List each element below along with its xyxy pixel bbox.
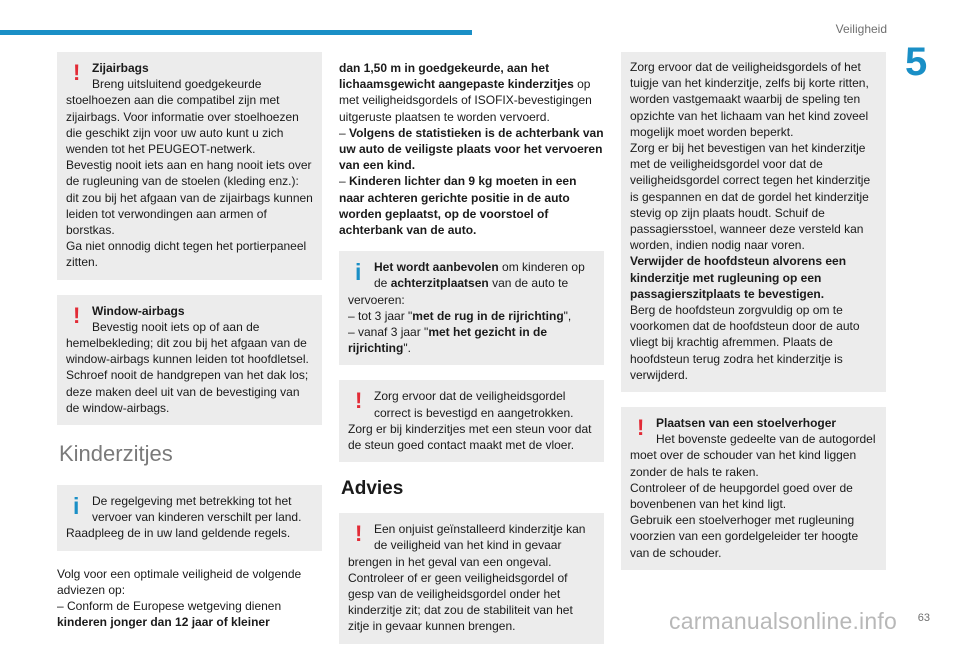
aanbevolen-text1: om kinderen op bbox=[498, 260, 585, 275]
aanbevolen-text4: vervoeren: bbox=[348, 292, 405, 307]
warning-box-onjuist bbox=[339, 513, 604, 643]
box-body: Raadpleeg de in uw land geldende regels. bbox=[66, 526, 291, 541]
warning-box-zijairbags bbox=[57, 52, 322, 280]
box-body-2: Bevestig nooit iets aan en hang nooit iets over de rugleuning van de stoelen (kleding enz.): dit zou bij het afgaan van de zijairbags kunnen leiden tot verwondingen aan armen of borstkas. bbox=[66, 158, 313, 238]
text-cont-rest: met veiligheidsgordels of ISOFIX-bevestigingen uitgeruste plaatsen te worden vervoerd. bbox=[339, 93, 592, 124]
list-dash: – bbox=[339, 174, 350, 189]
warning-box-gordel bbox=[339, 380, 604, 462]
box-body: brengen in het geval van een ongeval. Controleer of er geen veiligheidsgordel of gesp van de veiligheidsgordel onder het kinderzitje zit; dat zou de stabiliteit van het zitje in gevaar kunnen brengen. bbox=[348, 554, 573, 634]
heading-advies: Advies bbox=[341, 478, 404, 500]
box-title: Zijairbags bbox=[92, 61, 149, 75]
text-cont-bold: dan 1,50 m in goedgekeurde, aan het lichaamsgewicht aangepaste kinderzitjes bbox=[339, 61, 574, 92]
text-item3: Kinderen lichter dan 9 kg moeten in een naar achteren gerichte positie in de auto worden geplaatst, op de voorstoel of achterbank van de auto. bbox=[339, 174, 577, 238]
top-accent-bar bbox=[0, 30, 472, 35]
warning-icon: ! bbox=[355, 388, 363, 414]
box-first-line: Breng uitsluitend goedgekeurde bbox=[92, 77, 262, 92]
text-item2: Volgens de statistieken is de achterbank van uw auto de veiligste plaats voor het vervoeren van een kind. bbox=[339, 125, 604, 173]
warning-icon: ! bbox=[637, 415, 645, 441]
box-title: Plaatsen van een stoelverhoger bbox=[656, 416, 837, 431]
zorg-p3-bold: Verwijder de hoofdsteun alvorens een kinderzitje met rugleuning op een passagierszitplaats te bevestigen. bbox=[630, 254, 847, 301]
info-icon: i bbox=[355, 259, 362, 286]
box-first-line: Zorg ervoor dat de veiligheidsgordel bbox=[374, 389, 566, 404]
list-item-pre: – vanaf 3 jaar " bbox=[348, 325, 429, 340]
box-second-line: de veiligheid van het kind in gevaar bbox=[374, 538, 562, 553]
aanbevolen-bold1: Het wordt aanbevolen bbox=[374, 260, 499, 275]
aanbevolen-text3: van de auto te bbox=[488, 276, 569, 291]
body-text-col1 bbox=[57, 566, 322, 631]
box-body: hemelbekleding; dit zou bij het afgaan van de window-airbags kunnen leiden tot hoofdletsel. Schroef nooit de handgrepen van het dak los; deze maken deel uit van de bevestiging van de window-airbags. bbox=[66, 336, 309, 415]
column-3 bbox=[621, 52, 886, 585]
list-dash: – bbox=[339, 125, 350, 140]
zorg-p4: Berg de hoofdsteun zorgvuldig op om te voorkomen dat de hoofdsteun door de auto vliegt bij krachtig afremmen. Plaats de hoofdsteun terug zodra het kinderzitje is verwijderd. bbox=[630, 303, 860, 382]
chapter-number: 5 bbox=[905, 40, 928, 84]
list-item-pre: – tot 3 jaar " bbox=[348, 308, 413, 323]
page-number: 63 bbox=[917, 612, 930, 624]
box-second-line: vervoer van kinderen verschilt per land. bbox=[92, 510, 302, 525]
box-second-line: correct is bevestigd en aangetrokken. bbox=[374, 405, 574, 420]
box-body: stoelhoezen aan die compatibel zijn met zijairbags. Voor informatie over stoelhoezen die geschikt zijn voor uw auto kunt u zich wenden tot het PEUGEOT-netwerk. bbox=[66, 93, 299, 157]
aanbevolen-text2: de bbox=[374, 276, 391, 291]
box-body-3: Gebruik een stoelverhoger met rugleuning voorzien van een gordelgeleider ter hoogte van de schouder. bbox=[630, 513, 859, 560]
text-volg: Volg voor een optimale veiligheid de volgende adviezen op: bbox=[57, 566, 302, 597]
info-icon: i bbox=[73, 493, 80, 520]
list-item-post: ". bbox=[403, 341, 411, 356]
box-first-line: Het bovenste gedeelte van de autogordel bbox=[656, 432, 876, 447]
warning-box-stoelverhoger bbox=[621, 407, 886, 570]
box-first-line: Bevestig nooit iets op of aan de bbox=[92, 319, 260, 334]
heading-kinderzitjes: Kinderzitjes bbox=[59, 441, 173, 467]
list-item-bold: met de rug in de rijrichting bbox=[412, 308, 564, 323]
box-zorg bbox=[621, 52, 886, 392]
box-title: Window-airbags bbox=[92, 303, 185, 318]
box-body: Zorg er bij kinderzitjes met een steun voor dat de steun goed contact maakt met de vloer. bbox=[348, 421, 592, 453]
info-box-aanbevolen bbox=[339, 251, 604, 365]
warning-box-window-airbags bbox=[57, 295, 322, 425]
zorg-p1: Zorg ervoor dat de veiligheidsgordels of het tuigje van het kinderzitje, zelfs bij korte ritten, worden vastgemaakt waarbij de speling ten opzichte van het lichaam van het kind zoveel mogelijk moet worden beperkt. bbox=[630, 60, 869, 139]
box-first-line: De regelgeving met betrekking tot het bbox=[92, 494, 292, 509]
warning-icon: ! bbox=[73, 302, 81, 328]
box-body-3: Ga niet onnodig dicht tegen het portierpaneel zitten. bbox=[66, 239, 307, 270]
column-2 bbox=[339, 60, 604, 659]
box-body-2: Controleer of de heupgordel goed over de bovenbenen van het kind ligt. bbox=[630, 480, 853, 512]
warning-icon: ! bbox=[355, 521, 363, 547]
text-conform: – Conform de Europese wetgeving dienen bbox=[57, 599, 282, 614]
text-conform-bold: kinderen jonger dan 12 jaar of kleiner bbox=[57, 615, 270, 630]
list-item-post: ", bbox=[563, 308, 572, 323]
box-first-line: Een onjuist geïnstalleerd kinderzitje kan bbox=[374, 522, 586, 537]
body-text-col2 bbox=[339, 60, 604, 238]
zorg-p2: Zorg er bij het bevestigen van het kinderzitje met de veiligheidsgordel voor dat de veiligheidsgordel correct tegen het kinderzitje is gespannen en dat de gordel het kinderzitje stevig op zijn plaats houdt. Schuif de passagiersstoel, wanneer deze versteld kan worden, indien nodig naar voren. bbox=[630, 141, 871, 253]
aanbevolen-bold2: achterzitplaatsen bbox=[390, 276, 489, 291]
watermark: carmanualsonline.info bbox=[669, 608, 897, 634]
section-title: Veiligheid bbox=[835, 22, 887, 36]
warning-icon: ! bbox=[73, 60, 81, 85]
list-item-bold: met het gezicht in de rijrichting bbox=[348, 325, 547, 356]
box-body: moet over de schouder van het kind liggen zonder de hals te raken. bbox=[630, 448, 857, 479]
column-1 bbox=[57, 52, 322, 630]
info-box-regelgeving bbox=[57, 485, 322, 551]
text-cont-op: op bbox=[573, 77, 591, 92]
